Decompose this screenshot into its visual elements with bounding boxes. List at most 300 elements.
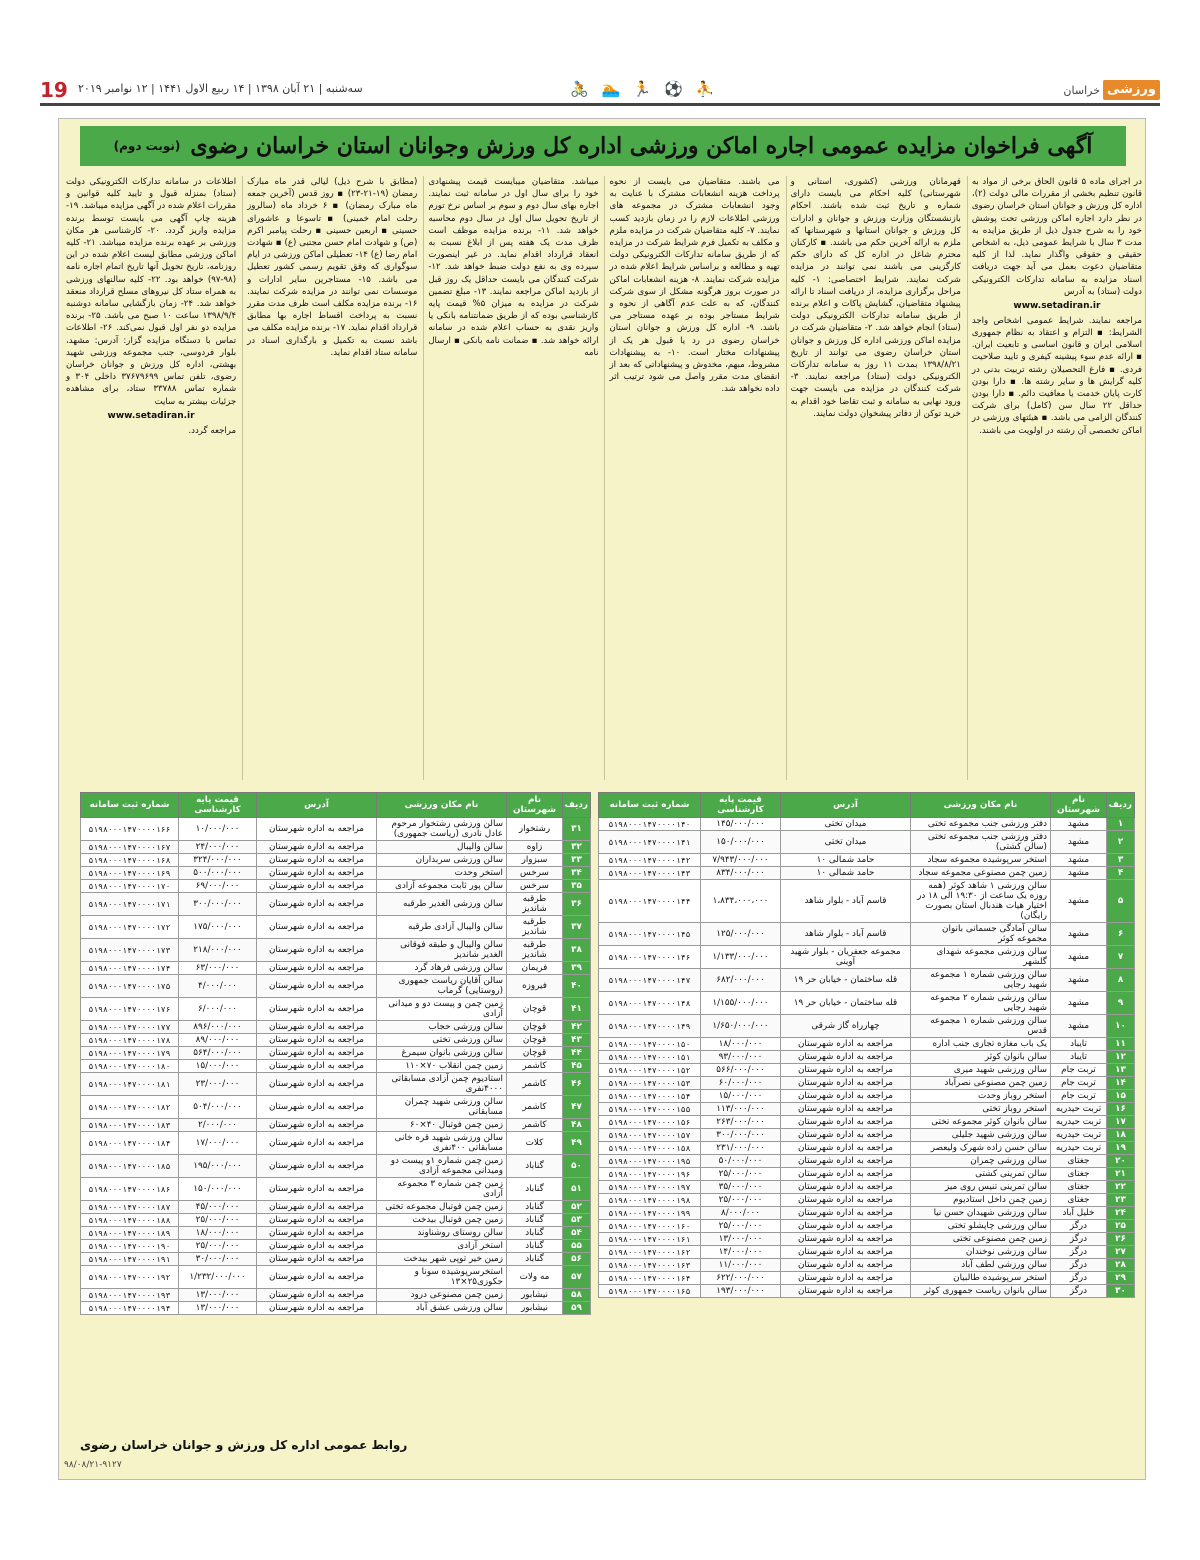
row-index: ۱۵ (1107, 1090, 1135, 1103)
row-index: ۱۱ (1107, 1038, 1135, 1051)
row-city: مشهد (1051, 992, 1107, 1015)
row-reg-number: ۵۱۹۸۰۰۰۱۴۷۰۰۰۰۱۹۱ (81, 1253, 179, 1266)
row-venue: استخر سرپوشیده مجموعه سجاد (911, 854, 1051, 867)
row-index: ۵۶ (563, 1253, 591, 1266)
table-row (81, 1047, 591, 1060)
table-row (599, 969, 1135, 992)
row-address: مراجعه به اداره شهرستان (257, 962, 377, 975)
row-price: ۱۴۵/۰۰۰/۰۰۰ (701, 818, 781, 831)
row-venue: یک باب مغازه تجاری جنب اداره (911, 1038, 1051, 1051)
row-price: ۶۲۲/۰۰۰/۰۰۰ (701, 1272, 781, 1285)
row-price: ۶۸۲/۰۰۰/۰۰۰ (701, 969, 781, 992)
row-address: قاسم آباد - بلوار شاهد (781, 880, 911, 923)
row-address: مراجعه به اداره شهرستان (781, 1090, 911, 1103)
table-row (81, 1253, 591, 1266)
row-reg-number: ۵۱۹۸۰۰۰۱۴۷۰۰۰۰۱۸۵ (81, 1155, 179, 1178)
row-index: ۵۸ (563, 1289, 591, 1302)
publisher-signature: روابط عمومی اداره کل ورزش و جوانان خراسان رضوی (80, 1438, 408, 1452)
row-venue: سالن آقایان ریاست جمهوری (روستایی) گرماب (377, 975, 507, 998)
table-row (599, 1207, 1135, 1220)
row-reg-number: ۵۱۹۸۰۰۰۱۴۷۰۰۰۰۱۶۴ (599, 1272, 701, 1285)
row-address: حامد شمالی ۱۰ (781, 854, 911, 867)
row-venue: دفتر ورزشی جنب مجموعه تختی (911, 818, 1051, 831)
table-row (599, 1168, 1135, 1181)
table-row (81, 1073, 591, 1096)
row-city: درگز (1051, 1220, 1107, 1233)
row-price: ۱۵۰/۰۰۰/۰۰۰ (701, 831, 781, 854)
table-row (81, 1096, 591, 1119)
row-city: کلات (507, 1132, 563, 1155)
row-index: ۱۴ (1107, 1077, 1135, 1090)
paragraph: اطلاعات در سامانه تدارکات الکترونیکی دولت (ستاد) بمنزله قبول و تایید کلیه قوانین و مقررات اعلام شده در آگهی مزایده میباشد. ۱۹- هزینه چاپ آگهی می بایست توسط برنده مزایده واریز گردد. ۲۰- کارشناسی هر مکان ورزشی بر عهده برنده مزایده میباشد. ۲۱- کلیه اماکن ورزشی مطابق لیست اعلام شده در این روزنامه، تاریخ تحویل آنها تاریخ اتمام اجاره نامه (۹۸-۹۷) خواهد بود. ۲۲- کلیه سالنهای ورزشی به همراه ستاد کل نیروهای مسلح قرارداد منعقد خواهد شد. ۲۴- زمان بازگشایی سامانه دوشنبه ۱۳۹۸/۹/۴ ساعت ۱۰ صبح می باشد. ۲۵- برنده مزایده دو نفر اول قبول نمی‌کند. ۲۶- اطلاعات تماس با دستگاه مزایده گزار: آدرس: مشهد، بلوار فردوسی، جنب مجموعه ورزشی شهید بهشتی، اداره کل ورزش و جوانان خراسان رضوی، تلفن تماس ۳۷۶۷۹۶۹۹ داخلی ۳۰۴ و شماره تماس ۳۳۷۸۸ ستاد، برای مشاهده جزئیات بیشتر به سایت (65, 177, 237, 407)
row-index: ۵۹ (563, 1302, 591, 1315)
notice-body (62, 176, 1142, 780)
row-reg-number: ۵۱۹۸۰۰۰۱۴۷۰۰۰۰۱۸۲ (81, 1096, 179, 1119)
row-city: تربت جام (1051, 1090, 1107, 1103)
paragraph: می باشند. متقاضیان می بایست از نحوه پرداخت هزینه انشعابات مشترک با عنایت به وجود انشعابات مشترک در مجموعه های ورزشی اطلاعات لازم را در زمان بازدید کسب نمایند. ۷- کلیه متقاضیان شرکت در مزایده ملزم و مکلف به تکمیل فرم شرایط شرکت در مزایده که از طریق سامانه تدارکات الکترونیکی دولت تهیه و مطالعه و براساس شرایط اعلام شده در مزایده شرکت نمایند. ۸- هزینه انشعابات اماکن در صورت بروز هرگونه مشکل از سوی شرکت کنندگان، که به علت عدم آگاهی از نحوه و شرایط مستاجر بوده بر عهده مستاجر می باشد. ۹- اداره کل ورزش و جوانان استان خراسان رضوی در رد یا قبول هر یک از پیشنهادات مختار است. ۱۰- به پیشنهادات مشروط، مبهم، مخدوش و پیشنهاداتی که بعد از انقضای مدت مقرر واصل می شود ترتیب اثر داده نخواهد شد. (609, 177, 780, 395)
row-reg-number: ۵۱۹۸۰۰۰۱۴۷۰۰۰۰۱۷۷ (81, 1021, 179, 1034)
table-row (81, 1060, 591, 1073)
col-header-reg-number: شماره ثبت سامانه (599, 793, 701, 818)
row-address: مراجعه به اداره شهرستان (781, 1064, 911, 1077)
row-reg-number: ۵۱۹۸۰۰۰۱۴۷۰۰۰۰۱۹۷ (599, 1181, 701, 1194)
row-address: مراجعه به اداره شهرستان (781, 1246, 911, 1259)
row-index: ۲۱ (1107, 1168, 1135, 1181)
row-reg-number: ۵۱۹۸۰۰۰۱۴۷۰۰۰۰۱۸۷ (81, 1201, 179, 1214)
table-row (599, 1259, 1135, 1272)
row-price: ۲۵/۰۰۰/۰۰۰ (701, 1194, 781, 1207)
row-venue: سالن ورزشی چاپشلو تختی (911, 1220, 1051, 1233)
row-venue: سالن ورزشی تختی (377, 1034, 507, 1047)
date-line: سه‌شنبه | ۲۱ آبان ۱۳۹۸ | ۱۴ ربیع الاول ۱۴۴۱ | ۱۲ نوامبر ۲۰۱۹ (78, 82, 363, 95)
row-price: ۱۵/۰۰۰/۰۰۰ (179, 1060, 257, 1073)
row-city: گناباد (507, 1253, 563, 1266)
row-venue: زمین چمن و پیست دو و میدانی آزادی (377, 998, 507, 1021)
row-address: مراجعه به اداره شهرستان (257, 1178, 377, 1201)
row-index: ۱۳ (1107, 1064, 1135, 1077)
notice-round: (نوبت دوم) (113, 139, 181, 153)
row-address: مراجعه به اداره شهرستان (781, 1272, 911, 1285)
sport-icons: ⛹ ⚽ 🏃 🏊 🚴 (570, 80, 719, 98)
row-index: ۲ (1107, 831, 1135, 854)
row-price: ۲۳/۰۰۰/۰۰۰ (179, 1073, 257, 1096)
row-reg-number: ۵۱۹۸۰۰۰۱۴۷۰۰۰۰۱۶۵ (599, 1285, 701, 1298)
text-column-5 (242, 176, 417, 780)
row-price: ۱۵/۰۰۰/۰۰۰ (701, 1090, 781, 1103)
row-city: فریمان (507, 962, 563, 975)
table-row (599, 1116, 1135, 1129)
table-row (81, 975, 591, 998)
row-reg-number: ۵۱۹۸۰۰۰۱۴۷۰۰۰۰۱۵۴ (599, 1090, 701, 1103)
row-index: ۴۸ (563, 1119, 591, 1132)
row-index: ۴۶ (563, 1073, 591, 1096)
paragraph: مراجعه گردد. (188, 425, 237, 436)
row-reg-number: ۵۱۹۸۰۰۰۱۴۷۰۰۰۰۱۸۰ (81, 1060, 179, 1073)
row-price: ۱۳/۰۰۰/۰۰۰ (701, 1233, 781, 1246)
row-reg-number: ۵۱۹۸۰۰۰۱۴۷۰۰۰۰۱۶۳ (599, 1259, 701, 1272)
row-reg-number: ۵۱۹۸۰۰۰۱۴۷۰۰۰۰۱۶۶ (81, 818, 179, 841)
row-reg-number: ۵۱۹۸۰۰۰۱۴۷۰۰۰۰۱۶۸ (81, 854, 179, 867)
row-venue: زمین چمن مصنوعی نصرآباد (911, 1077, 1051, 1090)
row-reg-number: ۵۱۹۸۰۰۰۱۴۷۰۰۰۰۱۶۹ (81, 867, 179, 880)
row-index: ۳۹ (563, 962, 591, 975)
row-reg-number: ۵۱۹۸۰۰۰۱۴۷۰۰۰۰۱۴۴ (599, 880, 701, 923)
row-address: مراجعه به اداره شهرستان (781, 1103, 911, 1116)
table-row (81, 880, 591, 893)
row-index: ۵۱ (563, 1178, 591, 1201)
paragraph: در اجرای ماده ۵ قانون الحاق برخی از مواد به قانون تنظیم بخشی از مقررات مالی دولت (۲)، اداره کل ورزش و جوانان استان خراسان رضوی در نظر دارد اجاره اماکن ورزشی تحت پوشش خود را به شرح جدول ذیل از طریق مزایده به مدت ۳ سال با شرایط عمومی ذیل، به اشخاص حقیقی و حقوقی واگذار نماید. لذا از کلیه متقاضیان دعوت بعمل می آید جهت دریافت اسناد مزایده به سامانه تدارکات الکترونیکی دولت (ستاد) به آدرس (971, 177, 1142, 297)
row-index: ۱۹ (1107, 1142, 1135, 1155)
row-address: حامد شمالی ۱۰ (781, 867, 911, 880)
row-address: مراجعه به اداره شهرستان (781, 1168, 911, 1181)
row-city: گناباد (507, 1227, 563, 1240)
row-index: ۶ (1107, 923, 1135, 946)
row-price: ۱/۱۵۵/۰۰۰/۰۰۰ (701, 992, 781, 1015)
row-reg-number: ۵۱۹۸۰۰۰۱۴۷۰۰۰۰۱۴۶ (599, 946, 701, 969)
row-index: ۱۶ (1107, 1103, 1135, 1116)
row-address: میدان تختی (781, 831, 911, 854)
table-row (599, 1103, 1135, 1116)
row-price: ۸۹/۰۰۰/۰۰۰ (179, 1034, 257, 1047)
row-reg-number: ۵۱۹۸۰۰۰۱۴۷۰۰۰۰۱۷۳ (81, 939, 179, 962)
masthead (40, 78, 1160, 102)
row-address: مراجعه به اداره شهرستان (257, 880, 377, 893)
text-column-4 (423, 176, 598, 780)
row-address: مراجعه به اداره شهرستان (257, 916, 377, 939)
row-address: مراجعه به اداره شهرستان (257, 1096, 377, 1119)
row-city: نیشابور (507, 1302, 563, 1315)
row-city: کاشمر (507, 1096, 563, 1119)
col-header-city: نام شهرستان (507, 793, 563, 818)
row-venue: سالن ورزشی لطف آباد (911, 1259, 1051, 1272)
row-reg-number: ۵۱۹۸۰۰۰۱۴۷۰۰۰۰۱۹۰ (81, 1240, 179, 1253)
row-address: مراجعه به اداره شهرستان (257, 1119, 377, 1132)
row-index: ۴۲ (563, 1021, 591, 1034)
table-row (599, 1129, 1135, 1142)
row-index: ۳۲ (563, 841, 591, 854)
row-index: ۵۴ (563, 1227, 591, 1240)
row-index: ۷ (1107, 946, 1135, 969)
row-price: ۶۰/۰۰۰/۰۰۰ (701, 1077, 781, 1090)
row-city: درگز (1051, 1272, 1107, 1285)
col-header-price: قیمت پایه کارشناسی (179, 793, 257, 818)
row-reg-number: ۵۱۹۸۰۰۰۱۴۷۰۰۰۰۱۷۸ (81, 1034, 179, 1047)
table-row (81, 998, 591, 1021)
row-index: ۲۹ (1107, 1272, 1135, 1285)
page-number: 19 (40, 78, 68, 102)
row-price: ۱۸/۰۰۰/۰۰۰ (179, 1227, 257, 1240)
row-price: ۱۴/۰۰۰/۰۰۰ (701, 1246, 781, 1259)
row-venue: سالن آمادگی جسمانی بانوان مجموعه کوثر (911, 923, 1051, 946)
table-row (599, 831, 1135, 854)
row-venue: سالن ورزشی شهید چمران مسابقاتی (377, 1096, 507, 1119)
row-reg-number: ۵۱۹۸۰۰۰۱۴۷۰۰۰۰۱۷۴ (81, 962, 179, 975)
row-price: ۱۳/۰۰۰/۰۰۰ (179, 1302, 257, 1315)
row-price: ۹۳/۰۰۰/۰۰۰ (701, 1051, 781, 1064)
row-index: ۱۰ (1107, 1015, 1135, 1038)
table-row (599, 818, 1135, 831)
row-reg-number: ۵۱۹۸۰۰۰۱۴۷۰۰۰۰۱۷۲ (81, 916, 179, 939)
row-index: ۳۵ (563, 880, 591, 893)
row-city: مشهد (1051, 818, 1107, 831)
row-address: مراجعه به اداره شهرستان (257, 841, 377, 854)
row-venue: سالن ورزشی شهید جلیلی (911, 1129, 1051, 1142)
table-row (81, 1240, 591, 1253)
newspaper-logo (1063, 80, 1160, 100)
row-venue: سالن ورزشی مجموعه شهدای گلشهر (911, 946, 1051, 969)
row-address: مراجعه به اداره شهرستان (257, 1155, 377, 1178)
row-price: ۶/۰۰۰/۰۰۰ (179, 998, 257, 1021)
row-address: مراجعه به اداره شهرستان (257, 1227, 377, 1240)
table-row (599, 1246, 1135, 1259)
table-row (599, 880, 1135, 923)
row-price: ۲۵/۰۰۰/۰۰۰ (179, 1214, 257, 1227)
row-city: درگز (1051, 1285, 1107, 1298)
row-index: ۲۳ (1107, 1194, 1135, 1207)
row-address: مراجعه به اداره شهرستان (257, 1302, 377, 1315)
row-reg-number: ۵۱۹۸۰۰۰۱۴۷۰۰۰۰۱۷۰ (81, 880, 179, 893)
table-row (599, 1015, 1135, 1038)
row-index: ۳۶ (563, 893, 591, 916)
website-link[interactable]: www.setadiran.ir (1013, 301, 1101, 312)
row-address: قاسم آباد - بلوار شاهد (781, 923, 911, 946)
row-price: ۱۷۵/۰۰۰/۰۰۰ (179, 916, 257, 939)
row-city: نیشابور (507, 1289, 563, 1302)
row-venue: سالن ورزشی حجاب (377, 1021, 507, 1034)
table-row (81, 1034, 591, 1047)
row-price: ۲۴/۰۰۰/۰۰۰ (179, 841, 257, 854)
row-city: جغتای (1051, 1168, 1107, 1181)
row-address: مراجعه به اداره شهرستان (781, 1116, 911, 1129)
row-reg-number: ۵۱۹۸۰۰۰۱۴۷۰۰۰۰۱۴۵ (599, 923, 701, 946)
row-price: ۵۰۴/۰۰۰/۰۰۰ (179, 1096, 257, 1119)
row-index: ۵۷ (563, 1266, 591, 1289)
row-price: ۲۱۸/۰۰۰/۰۰۰ (179, 939, 257, 962)
row-city: کاشمر (507, 1060, 563, 1073)
row-address: مراجعه به اداره شهرستان (257, 1021, 377, 1034)
row-address: مراجعه به اداره شهرستان (781, 1077, 911, 1090)
row-city: تربت حیدریه (1051, 1116, 1107, 1129)
table-row (599, 1038, 1135, 1051)
row-index: ۵۰ (563, 1155, 591, 1178)
row-price: ۳۰/۰۰۰/۰۰۰ (179, 1253, 257, 1266)
row-venue: سالن والیبال (377, 841, 507, 854)
row-price: ۲/۰۰۰/۰۰۰ (179, 1119, 257, 1132)
table-row (599, 1272, 1135, 1285)
col-header-price: قیمت پایه کارشناسی (701, 793, 781, 818)
row-address: مراجعه به اداره شهرستان (257, 1060, 377, 1073)
venues-table-left (80, 792, 591, 1315)
row-city: مشهد (1051, 1015, 1107, 1038)
row-city: تربت جام (1051, 1064, 1107, 1077)
table-header-row (81, 793, 591, 818)
row-reg-number: ۵۱۹۸۰۰۰۱۴۷۰۰۰۰۱۹۸ (599, 1194, 701, 1207)
row-index: ۵ (1107, 880, 1135, 923)
row-city: طرقبه شاندیز (507, 939, 563, 962)
row-reg-number: ۵۱۹۸۰۰۰۱۴۷۰۰۰۰۱۹۶ (599, 1168, 701, 1181)
table-row (599, 1220, 1135, 1233)
text-column-3 (604, 176, 779, 780)
table-row (81, 962, 591, 975)
row-city: گناباد (507, 1240, 563, 1253)
row-index: ۲۵ (1107, 1220, 1135, 1233)
row-price: ۴۵/۰۰۰/۰۰۰ (179, 1201, 257, 1214)
col-header-city: نام شهرستان (1051, 793, 1107, 818)
row-venue: سالن تمرینی کشتی (911, 1168, 1051, 1181)
row-city: تایباد (1051, 1038, 1107, 1051)
row-city: مشهد (1051, 923, 1107, 946)
row-price: ۱۷/۰۰۰/۰۰۰ (179, 1132, 257, 1155)
row-city: طرقبه شاندیز (507, 916, 563, 939)
row-reg-number: ۵۱۹۸۰۰۰۱۴۷۰۰۰۰۱۶۲ (599, 1246, 701, 1259)
row-address: مراجعه به اداره شهرستان (257, 1214, 377, 1227)
row-index: ۲۸ (1107, 1259, 1135, 1272)
row-index: ۳۱ (563, 818, 591, 841)
paragraph: مراجعه نمایند. شرایط عمومی اشخاص واجد الشرایط: ▪ التزام و اعتقاد به نظام جمهوری اسلامی ایران و قانون اساسی و تابعیت ایران. ▪ ارائه عدم سوء پیشینه کیفری و تایید صلاحیت فردی. ▪ فارغ التحصیلان رشته تربیت بدنی در کلیه گرایش ها و سایر رشته ها. ▪ دارا بودن کارت پایان خدمت یا معافیت دائم. ▪ دارا بودن حداقل ۲۲ سال سن (کامل) برای شرکت کنندگان الزامی می باشد. ▪ هیئتهای ورزشی در اماکن تخصصی آن رشته در اولویت می باشند. (971, 315, 1142, 436)
row-venue: سالن والیبال و طبقه فوقانی الغدیر شاندیز (377, 939, 507, 962)
row-reg-number: ۵۱۹۸۰۰۰۱۴۷۰۰۰۰۱۵۳ (599, 1077, 701, 1090)
row-venue: دفتر ورزشی جنب مجموعه تختی (سالن کشتی) (911, 831, 1051, 854)
row-price: ۱۳/۰۰۰/۰۰۰ (179, 1289, 257, 1302)
table-row (599, 923, 1135, 946)
row-address: مراجعه به اداره شهرستان (781, 1259, 911, 1272)
row-city: کاشمر (507, 1119, 563, 1132)
table-row (599, 1077, 1135, 1090)
row-reg-number: ۵۱۹۸۰۰۰۱۴۷۰۰۰۰۱۵۵ (599, 1103, 701, 1116)
row-index: ۴۷ (563, 1096, 591, 1119)
row-price: ۱۱۳/۰۰۰/۰۰۰ (701, 1103, 781, 1116)
row-index: ۹ (1107, 992, 1135, 1015)
row-venue: سالن ورزشی شهید میری (911, 1064, 1051, 1077)
row-price: ۲۳۱/۰۰۰/۰۰۰ (701, 1142, 781, 1155)
row-venue: سالن ورزشی بانوان سیمرغ (377, 1047, 507, 1060)
row-price: ۱۹۵/۰۰۰/۰۰۰ (179, 1155, 257, 1178)
row-price: ۱/۶۵۰/۰۰۰/۰۰۰ (701, 1015, 781, 1038)
row-address: مراجعه به اداره شهرستان (257, 1289, 377, 1302)
row-reg-number: ۵۱۹۸۰۰۰۱۴۷۰۰۰۰۱۴۹ (599, 1015, 701, 1038)
row-address: میدان تختی (781, 818, 911, 831)
row-price: ۵۶۶/۰۰۰/۰۰۰ (701, 1064, 781, 1077)
row-city: جغتای (1051, 1155, 1107, 1168)
col-header-index: ردیف (563, 793, 591, 818)
table-row (81, 1178, 591, 1201)
row-price: ۶۹/۰۰۰/۰۰۰ (179, 880, 257, 893)
row-venue: زمین خیر توپی شهر بیدخت (377, 1253, 507, 1266)
table-row (81, 818, 591, 841)
col-header-index: ردیف (1107, 793, 1135, 818)
row-price: ۱۵۰/۰۰۰/۰۰۰ (179, 1178, 257, 1201)
row-city: رشتخوار (507, 818, 563, 841)
row-price: ۴/۰۰۰/۰۰۰ (179, 975, 257, 998)
table-row (599, 1285, 1135, 1298)
row-address: مراجعه به اداره شهرستان (257, 1253, 377, 1266)
row-index: ۴۵ (563, 1060, 591, 1073)
row-reg-number: ۵۱۹۸۰۰۰۱۴۷۰۰۰۰۱۵۱ (599, 1051, 701, 1064)
table-row (599, 1142, 1135, 1155)
row-address: مراجعه به اداره شهرستان (257, 939, 377, 962)
row-address: مراجعه به اداره شهرستان (257, 1034, 377, 1047)
row-venue: سالن ورزشی شماره ۲ مجموعه شهید رجایی (911, 992, 1051, 1015)
row-address: مراجعه به اداره شهرستان (257, 1047, 377, 1060)
row-address: قله ساختمان - خیابان حر ۱۹ (781, 992, 911, 1015)
row-venue: استخر آزادی (377, 1240, 507, 1253)
col-header-address: آدرس (257, 793, 377, 818)
row-city: جغتای (1051, 1181, 1107, 1194)
row-address: مراجعه به اداره شهرستان (781, 1207, 911, 1220)
row-venue: زمین چمن مصنوعی درود (377, 1289, 507, 1302)
row-city: قوچان (507, 1047, 563, 1060)
row-price: ۶۳/۰۰۰/۰۰۰ (179, 962, 257, 975)
row-index: ۲۰ (1107, 1155, 1135, 1168)
table-row (81, 1289, 591, 1302)
row-price: ۱۲۵/۰۰۰/۰۰۰ (701, 923, 781, 946)
col-header-address: آدرس (781, 793, 911, 818)
row-reg-number: ۵۱۹۸۰۰۰۱۴۷۰۰۰۰۱۷۱ (81, 893, 179, 916)
row-city: خلیل آباد (1051, 1207, 1107, 1220)
row-address: چهارراه گاز شرقی (781, 1015, 911, 1038)
row-address: مراجعه به اداره شهرستان (781, 1142, 911, 1155)
row-city: زاوه (507, 841, 563, 854)
table-header-row (599, 793, 1135, 818)
row-city: سرخس (507, 867, 563, 880)
row-price: ۱،۸۳۴،۰۰۰،۰۰۰ (701, 880, 781, 923)
website-link[interactable]: www.setadiran.ir (107, 410, 195, 421)
row-venue: سالن ورزشی شهیدان حسن نیا (911, 1207, 1051, 1220)
row-address: مراجعه به اداره شهرستان (257, 1073, 377, 1096)
row-venue: سالن ورزشی سربداران (377, 854, 507, 867)
row-venue: زمین چمن انقلاب ۷۰×۱۱۰ (377, 1060, 507, 1073)
row-venue: سالن ورزشی نوخندان (911, 1246, 1051, 1259)
row-address: مراجعه به اداره شهرستان (781, 1194, 911, 1207)
table-row (599, 1194, 1135, 1207)
row-price: ۲۵/۰۰۰/۰۰۰ (179, 1240, 257, 1253)
paragraph: میباشد. متقاضیان میبایست قیمت پیشنهادی خود را برای سال اول در سامانه ثبت نمایند. اجاره بهای سال دوم و سوم بر اساس نرخ تورم از تاریخ تحویل سال اول در سال دوم محاسبه خواهد شد. ۱۱- برنده مزایده موظف است ظرف مدت یک هفته پس از ابلاغ نسبت به انعقاد قرارداد اقدام نماید. در غیر اینصورت سپرده وی به نفع دولت ضبط خواهد شد. ۱۲- شرکت کنندگان می بایست حداقل یک روز قبل از بازدید اماکن مراجعه نمایند. ۱۳- مبلغ تضمین شرکت در مزایده به میزان ۵% قیمت پایه کارشناسی بوده که از طریق ضمانتنامه بانکی یا واریز نقدی به حساب اعلام شده در سامانه ارائه خواهد شد. ▪ ضمانت نامه بانکی ▪ ارسال نامه (428, 177, 599, 358)
row-reg-number: ۵۱۹۸۰۰۰۱۴۷۰۰۰۰۱۹۹ (599, 1207, 701, 1220)
row-reg-number: ۵۱۹۸۰۰۰۱۴۷۰۰۰۰۱۴۸ (599, 992, 701, 1015)
row-address: مراجعه به اداره شهرستان (257, 1132, 377, 1155)
row-reg-number: ۵۱۹۸۰۰۰۱۴۷۰۰۰۰۱۹۳ (81, 1289, 179, 1302)
table-row (599, 1051, 1135, 1064)
row-venue: زمین چمن فوتبال بیدخت (377, 1214, 507, 1227)
row-price: ۱/۲۳۲/۰۰۰/۰۰۰ (179, 1266, 257, 1289)
row-city: قوچان (507, 1021, 563, 1034)
row-address: قله ساختمان - خیابان حر ۱۹ (781, 969, 911, 992)
table-row (81, 1227, 591, 1240)
row-index: ۲۶ (1107, 1233, 1135, 1246)
row-reg-number: ۵۱۹۸۰۰۰۱۴۷۰۰۰۰۱۵۷ (599, 1129, 701, 1142)
table-row (81, 1201, 591, 1214)
row-venue: سالن بانوان کوثر مجموعه تختی (911, 1116, 1051, 1129)
row-city: فیروزه (507, 975, 563, 998)
row-address: مراجعه به اداره شهرستان (781, 1051, 911, 1064)
row-price: ۸۹۶/۰۰۰/۰۰۰ (179, 1021, 257, 1034)
row-price: ۱۸/۰۰۰/۰۰۰ (701, 1038, 781, 1051)
table-row (599, 1155, 1135, 1168)
row-address: مراجعه به اداره شهرستان (781, 1220, 911, 1233)
table-row (599, 867, 1135, 880)
table-row (599, 992, 1135, 1015)
row-address: مراجعه به اداره شهرستان (781, 1038, 911, 1051)
row-price: ۵۰۰/۰۰۰/۰۰۰ (179, 867, 257, 880)
row-address: مراجعه به اداره شهرستان (257, 1240, 377, 1253)
row-address: مراجعه به اداره شهرستان (257, 998, 377, 1021)
row-price: ۷/۹۴۳/۰۰۰/۰۰۰ (701, 854, 781, 867)
row-address: مراجعه به اداره شهرستان (257, 867, 377, 880)
row-index: ۲۷ (1107, 1246, 1135, 1259)
row-reg-number: ۵۱۹۸۰۰۰۱۴۷۰۰۰۰۱۴۰ (599, 818, 701, 831)
table-row (599, 946, 1135, 969)
table-row (81, 1155, 591, 1178)
